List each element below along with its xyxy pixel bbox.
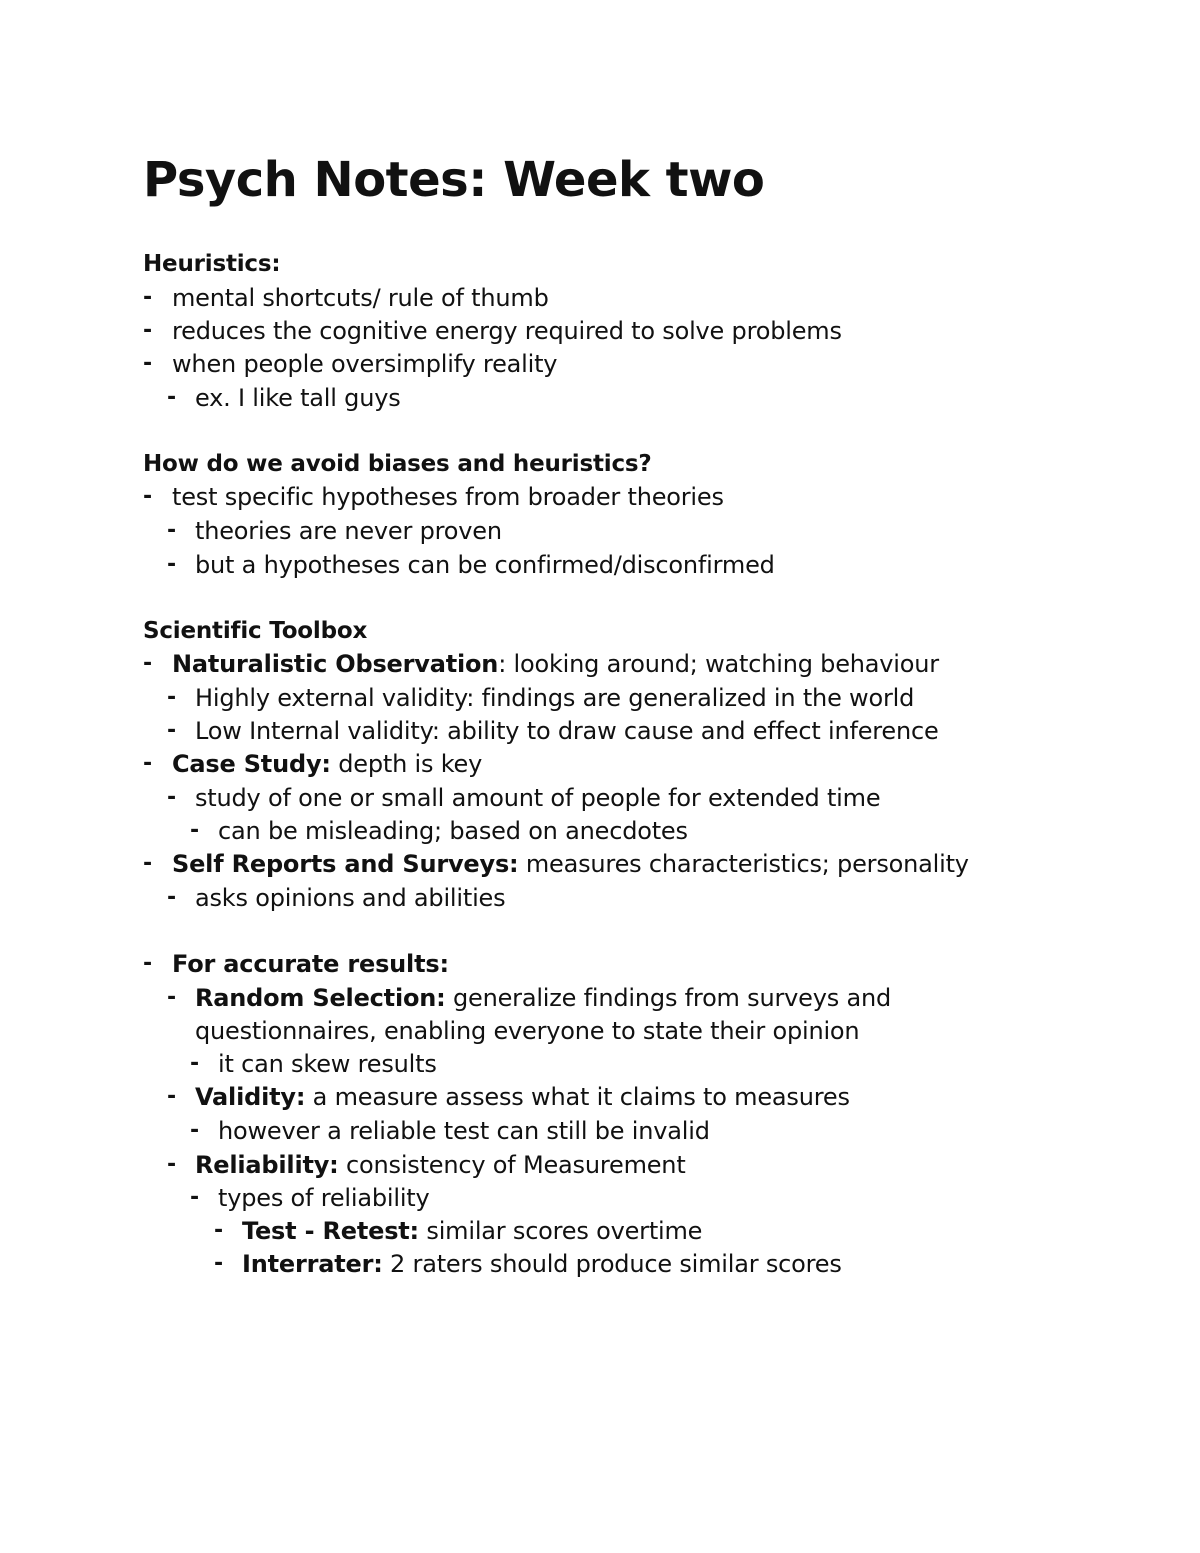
bullet-dash-icon: - xyxy=(143,484,152,509)
section-heading-avoid: How do we avoid biases and heuristics? xyxy=(143,451,652,477)
bullet-dash-icon: - xyxy=(143,951,152,976)
bullet-dash-icon: - xyxy=(143,351,152,376)
list-item-text: Highly external validity: findings are generalized in the world xyxy=(195,684,915,712)
bullet-dash-icon: - xyxy=(167,685,176,710)
list-item-text: however a reliable test can still be invalid xyxy=(218,1117,710,1145)
list-item-text: types of reliability xyxy=(218,1184,430,1212)
bullet-dash-icon: - xyxy=(167,1152,176,1177)
list-item-text: but a hypotheses can be confirmed/disconfirmed xyxy=(195,551,775,579)
section-heading-heuristics: Heuristics: xyxy=(143,251,281,277)
term-description: a measure assess what it claims to measures xyxy=(305,1083,850,1111)
bullet-dash-icon: - xyxy=(143,651,152,676)
bullet-dash-icon: - xyxy=(167,718,176,743)
bullet-dash-icon: - xyxy=(167,985,176,1010)
term-label: For accurate results: xyxy=(172,950,449,978)
term-label: Naturalistic Observation xyxy=(172,650,499,678)
bullet-dash-icon: - xyxy=(167,518,176,543)
term-description: consistency of Measurement xyxy=(338,1151,686,1179)
bullet-dash-icon: - xyxy=(214,1218,223,1243)
list-item-text: Low Internal validity: ability to draw cause and effect inference xyxy=(195,717,939,745)
list-item-text: can be misleading; based on anecdotes xyxy=(218,817,688,845)
term-description: generalize findings from surveys and xyxy=(445,984,891,1012)
bullet-dash-icon: - xyxy=(190,1051,199,1076)
list-item-continuation: questionnaires, enabling everyone to state their opinion xyxy=(195,1017,860,1045)
list-item-text: mental shortcuts/ rule of thumb xyxy=(172,284,549,312)
term-label: Test - Retest: xyxy=(242,1217,419,1245)
list-item-text: theories are never proven xyxy=(195,517,502,545)
term-label: Random Selection: xyxy=(195,984,446,1012)
list-item-text xyxy=(172,947,449,981)
bullet-dash-icon: - xyxy=(143,851,152,876)
list-item-text xyxy=(195,1080,850,1114)
bullet-dash-icon: - xyxy=(143,751,152,776)
term-label: Case Study: xyxy=(172,750,331,778)
term-label: Self Reports and Surveys: xyxy=(172,850,519,878)
list-item-text xyxy=(172,847,969,881)
term-label: Interrater: xyxy=(242,1250,383,1278)
section-heading-toolbox: Scientific Toolbox xyxy=(143,618,368,644)
bullet-dash-icon: - xyxy=(214,1251,223,1276)
list-item-text xyxy=(172,747,482,781)
bullet-dash-icon: - xyxy=(190,1185,199,1210)
list-item-text: study of one or small amount of people for extended time xyxy=(195,784,881,812)
term-label: Reliability: xyxy=(195,1151,339,1179)
bullet-dash-icon: - xyxy=(167,552,176,577)
bullet-dash-icon: - xyxy=(190,1118,199,1143)
term-description: similar scores overtime xyxy=(418,1217,703,1245)
term-description: depth is key xyxy=(330,750,483,778)
list-item-text xyxy=(242,1247,842,1281)
list-item-text xyxy=(195,981,891,1015)
term-description: 2 raters should produce similar scores xyxy=(382,1250,842,1278)
bullet-dash-icon: - xyxy=(190,818,199,843)
bullet-dash-icon: - xyxy=(167,785,176,810)
list-item-text: ex. I like tall guys xyxy=(195,384,401,412)
page-title: Psych Notes: Week two xyxy=(143,152,765,208)
term-label: Validity: xyxy=(195,1083,306,1111)
term-description: measures characteristics; personality xyxy=(518,850,969,878)
bullet-dash-icon: - xyxy=(167,385,176,410)
list-item-text xyxy=(242,1214,702,1248)
list-item-text xyxy=(195,1148,686,1182)
bullet-dash-icon: - xyxy=(167,1084,176,1109)
list-item-text xyxy=(172,647,939,681)
term-description: : looking around; watching behaviour xyxy=(498,650,939,678)
list-item-text: test specific hypotheses from broader theories xyxy=(172,483,724,511)
bullet-dash-icon: - xyxy=(143,285,152,310)
list-item-text: reduces the cognitive energy required to solve problems xyxy=(172,317,842,345)
list-item-text: when people oversimplify reality xyxy=(172,350,558,378)
list-item-text: asks opinions and abilities xyxy=(195,884,506,912)
list-item-text: it can skew results xyxy=(218,1050,437,1078)
bullet-dash-icon: - xyxy=(143,318,152,343)
bullet-dash-icon: - xyxy=(167,885,176,910)
